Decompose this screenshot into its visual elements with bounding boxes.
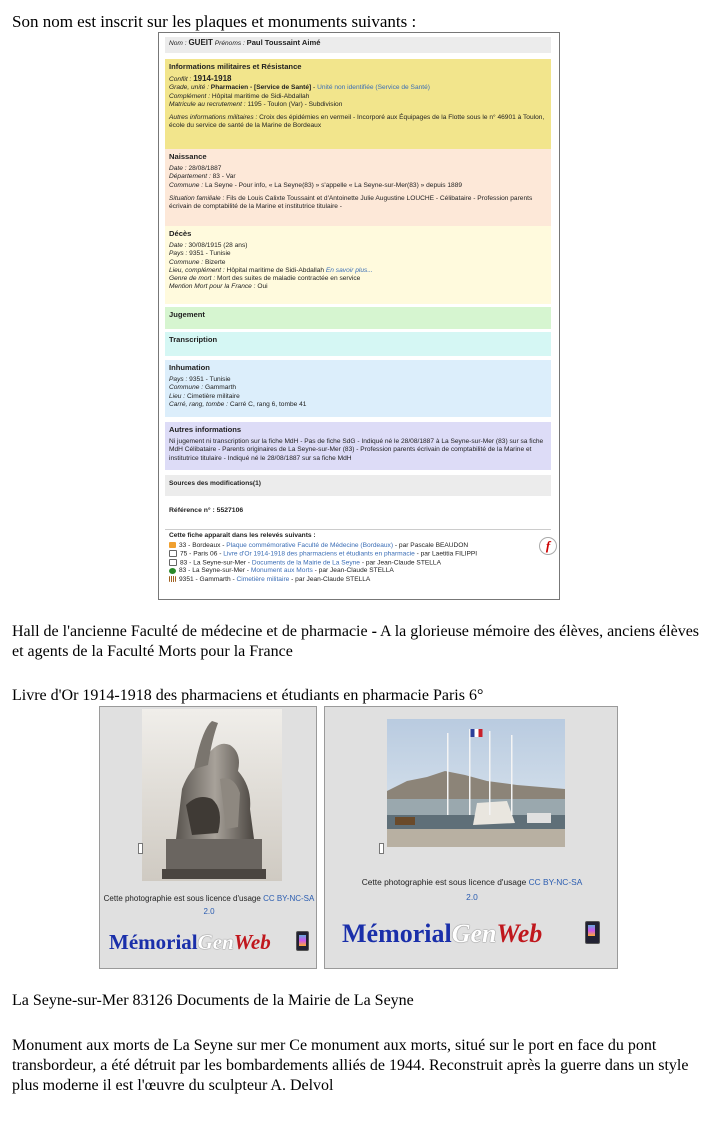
section-title: Inhumation: [169, 363, 210, 372]
tiny-marker-icon: [138, 843, 143, 854]
monument-port-photo[interactable]: [387, 719, 565, 847]
memorialgenweb-logo[interactable]: MémorialGenWeb: [342, 919, 543, 948]
section-title: Jugement: [169, 310, 205, 319]
mobile-phone-icon[interactable]: [585, 921, 600, 944]
monument-description: Monument aux morts de La Seyne sur mer Ce monument aux morts, situé sur le port en face du pont transbordeur, a été détruit par les bombardements alliés de 1944. Reconstruit après la guerre dans un style plus moderne il est l'œuvre du sculpteur A. Delvol: [12, 1037, 689, 1094]
fiche-card: [158, 32, 560, 600]
releve-icon: [169, 559, 177, 566]
releve-link[interactable]: Cimetière militaire: [236, 575, 290, 583]
photo-card-1: [99, 706, 317, 969]
memorialgenweb-logo[interactable]: MémorialGenWeb: [109, 930, 271, 954]
unite-link[interactable]: Unité non identifiée (Service de Santé): [317, 84, 430, 92]
en-savoir-plus-link[interactable]: En savoir plus...: [325, 266, 373, 274]
sources-modifications[interactable]: Sources des modifications(1): [165, 475, 551, 496]
license-link[interactable]: CC BY-NC-SA: [263, 894, 315, 903]
section-title: Naissance: [169, 152, 207, 161]
section-transcription: [165, 332, 551, 356]
section-title: Transcription: [169, 335, 218, 344]
releve-item: 33 - Bordeaux - Plaque commémorative Faculté de Médecine (Bordeaux) - par Pascale BEAUDON: [169, 542, 547, 550]
releve-item: 83 - La Seyne-sur-Mer - Monument aux Morts - par Jean-Claude STELLA: [169, 567, 547, 575]
license-text: Cette photographie est sous licence d'usage CC BY-NC-SA 2.0: [103, 894, 315, 916]
mobile-phone-icon[interactable]: [296, 931, 309, 951]
name-bar: Nom : GUEIT Prénoms : Paul Toussaint Aimé: [165, 37, 551, 53]
releve-item: 9351 - Gammarth - Cimetière militaire - par Jean-Claude STELLA: [169, 576, 547, 584]
monument-sculpture-photo[interactable]: [142, 709, 282, 881]
tiny-marker-icon: [379, 843, 384, 854]
section-deces: Décès Date : 30/08/1915 (28 ans) Pays : 9351 - Tunisie Commune : Bizerte Lieu, complément : Hôpital maritime de Sidi-Abdallah En savoir plus... Genre de mort : Mort des suites de maladie contractée en service Mention Mort pour la France : Oui: [165, 226, 551, 304]
caption-hall: Hall de l'ancienne Faculté de médecine et de pharmacie - A la glorieuse mémoire des élèves, anciens élèves et agents de la Faculté Morts pour la France: [12, 623, 700, 660]
releve-icon: [169, 576, 176, 582]
location-line: La Seyne-sur-Mer 83126 Documents de la Mairie de La Seyne: [12, 992, 414, 1009]
section-militaire: Informations militaires et Résistance Conflit : 1914-1918 Grade, unité : Pharmacien - [Service de Santé] - Unité non identifiée (Service de Santé) Complément : Hôpital maritime de Sidi-Abdallah Matricule au recrutement : 1195 - Toulon (Var) - Subdivision Autres informations militaires : Croix des épidémies en vermeil - Incorporé aux Équipages de la Flotte sous le n° 46901 à Toulon, école du service de santé de la Marine de Bordeaux: [165, 59, 551, 171]
section-jugement: [165, 307, 551, 329]
section-naissance: Naissance Date : 28/08/1887 Département : 83 - Var Commune : La Seyne - Pour info, « La Seyne(83) » s'appelle « La Seyne-sur-Mer(83) » depuis 1889 Situation familiale : Fils de Louis Calixte Toussaint et d'Antoinette Julie Augustine LOUCHE - Célibataire - Profession parents écrivain de comptabilité de la Marine et institutrice titulaire -: [165, 149, 551, 226]
releve-icon: [169, 550, 177, 557]
section-title: Autres informations: [169, 425, 242, 434]
prenoms: Paul Toussaint Aimé: [246, 38, 321, 47]
section-autres-informations: Autres informations Ni jugement ni transcription sur la fiche MdH - Pas de fiche SdG - Indiqué né le 28/08/1887 à La Seyne-sur-Mer (83) sur sa fiche MdH Célibataire - Parents originaires de La Seyne-sur-Mer (83) - Profession parents écrivain de comptabilité de la Marine et institutrice titulaire - Indiqué né le 28/08/1887 sur sa fiche MdH: [165, 422, 551, 470]
license-text: Cette photographie est sous licence d'usage CC BY-NC-SA 2.0: [361, 877, 583, 902]
section-title: Informations militaires et Résistance: [169, 62, 302, 71]
section-title: Décès: [169, 229, 192, 238]
license-link[interactable]: CC BY-NC-SA: [528, 877, 583, 887]
facebook-icon[interactable]: f: [539, 537, 557, 555]
releve-icon: [169, 542, 176, 548]
releve-link[interactable]: Plaque commémorative Faculté de Médecine (Bordeaux): [226, 542, 394, 550]
reference-number: Référence n° : 5527106: [169, 507, 244, 514]
releve-item: 83 - La Seyne-sur-Mer - Documents de la Mairie de La Seyne - par Jean-Claude STELLA: [169, 559, 547, 567]
releve-link[interactable]: Livre d'Or 1914-1918 des pharmaciens et étudiants en pharmacie: [223, 550, 415, 558]
photo-card-2: [324, 706, 618, 969]
section-inhumation: Inhumation Pays : 9351 - Tunisie Commune : Gammarth Lieu : Cimetière militaire Carré, rang, tombe : Carré C, rang 6, tombe 41: [165, 360, 551, 417]
releve-link[interactable]: Monument aux Morts: [250, 567, 313, 575]
nom: GUEIT: [188, 38, 213, 47]
intro-text: Son nom est inscrit sur les plaques et monuments suivants :: [12, 12, 417, 31]
releve-link[interactable]: Documents de la Mairie de La Seyne: [251, 559, 360, 567]
releve-item: 75 - Paris 06 - Livre d'Or 1914-1918 des pharmaciens et étudiants en pharmacie - par Laetitia FILIPPI: [169, 550, 547, 558]
releve-icon: [169, 568, 176, 574]
caption-livre-dor: Livre d'Or 1914-1918 des pharmaciens et étudiants en pharmacie Paris 6°: [12, 687, 484, 704]
releves-list: Cette fiche apparaît dans les relevés suivants : 33 - Bordeaux - Plaque commémorative Faculté de Médecine (Bordeaux) - par Pascale BEAUDON 75 - Paris 06 - Livre d'Or 1914-1918 des pharmaciens et étudiants en pharmacie - par Laetitia FILIPPI 83 - La Seyne-sur-Mer - Documents de la Mairie de La Seyne - par Jean-Claude STELLA 83 - La Seyne-sur-Mer - Monument aux Morts - par Jean-Claude STELLA 9351 - Gammarth - Cimetière militaire - par Jean-Claude STELLA: [165, 529, 551, 595]
